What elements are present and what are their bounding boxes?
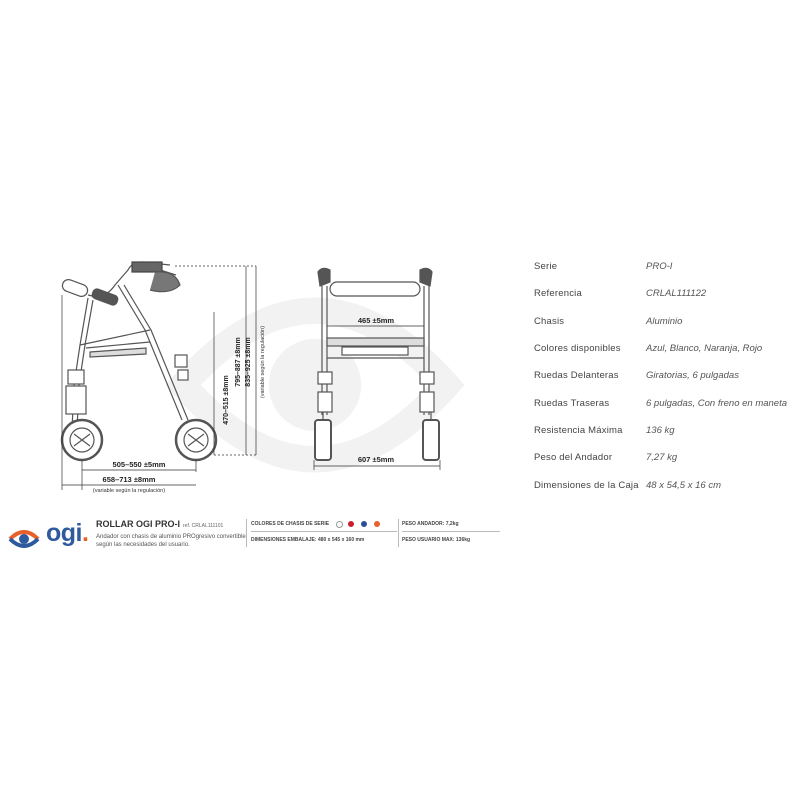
weight-label: PESO ANDADOR: 7,2kg <box>402 521 459 527</box>
dim-inner-width-label: 465 ±5mm <box>357 316 395 325</box>
spec-label: Resistencia Máxima <box>534 424 623 436</box>
spec-label: Referencia <box>534 288 582 300</box>
spec-value: Giratorias, 6 pulgadas <box>646 370 739 382</box>
product-title-line <box>96 519 223 529</box>
dim-length-label: 658–713 ±8mm <box>102 475 156 484</box>
swatch-white <box>336 521 343 528</box>
spec-row <box>534 362 794 389</box>
divider <box>402 531 500 532</box>
spec-value: 6 pulgadas, Con freno en maneta <box>646 397 788 409</box>
logo-wordmark <box>46 519 88 548</box>
dim-outer-width-label: 607 ±5mm <box>357 455 395 464</box>
ogi-logo-icon <box>8 523 40 555</box>
spec-row <box>534 417 794 444</box>
product-description: Andador con chasis de aluminio PROgresivo convertible según las necesidades del usuario. <box>96 534 246 548</box>
brand-strip <box>8 517 508 557</box>
spec-row <box>534 471 794 498</box>
spec-row <box>534 308 794 335</box>
spec-value: CRLAL111122 <box>646 288 707 300</box>
spec-label: Peso del Andador <box>534 452 613 464</box>
spec-label: Dimensiones de la Caja <box>534 479 639 491</box>
spec-row <box>534 444 794 471</box>
max-user-label: PESO USUARIO MAX: 136kg <box>402 537 471 543</box>
spec-row <box>534 280 794 307</box>
spec-value: 136 kg <box>646 424 675 436</box>
logo-dot: . <box>82 519 89 547</box>
swatch-orange <box>374 521 380 527</box>
spec-label: Ruedas Delanteras <box>534 370 619 382</box>
divider <box>246 519 247 547</box>
front-view-walker <box>315 268 439 460</box>
dim-wheelbase-label: 505–550 ±5mm <box>112 460 166 469</box>
colors-label: COLORES DE CHASIS DE SERIE <box>251 521 330 527</box>
dim-handle-height-2-label: 835–925 ±8mm <box>245 337 252 387</box>
packaging-label: DIMENSIONES EMBALAJE: 480 x 545 x 160 mm <box>251 537 365 543</box>
spec-label: Chasis <box>534 315 565 327</box>
swatch-blue <box>361 521 367 527</box>
product-title: ROLLAR OGI PRO-I <box>96 519 180 529</box>
dim-seat-height-label: 470–515 ±8mm <box>223 375 230 425</box>
spec-label: Ruedas Traseras <box>534 397 610 409</box>
divider <box>251 531 397 532</box>
spec-row <box>534 335 794 362</box>
spec-row <box>534 389 794 416</box>
spec-row <box>534 253 794 280</box>
dim-length-note: (variable según la regulación) <box>92 488 166 494</box>
spec-value: Azul, Blanco, Naranja, Rojo <box>646 343 763 355</box>
divider <box>398 519 399 547</box>
technical-drawing <box>0 0 520 500</box>
spec-value: PRO-I <box>646 261 673 273</box>
spec-label: Serie <box>534 261 558 273</box>
dim-handle-height-1-label: 795–887 ±8mm <box>235 337 242 387</box>
spec-value: 7,27 kg <box>646 452 678 464</box>
spec-table <box>534 253 794 499</box>
dim-handle-note: (variable según la regulación) <box>260 325 266 399</box>
spec-value: 48 x 54,5 x 16 cm <box>646 479 721 491</box>
logo-text: ogi <box>46 519 82 547</box>
product-ref: ref. CRLAL111101 <box>183 523 224 529</box>
side-view-walker <box>61 262 216 460</box>
spec-label: Colores disponibles <box>534 343 621 355</box>
spec-value: Aluminio <box>646 315 683 327</box>
swatch-red <box>348 521 354 527</box>
